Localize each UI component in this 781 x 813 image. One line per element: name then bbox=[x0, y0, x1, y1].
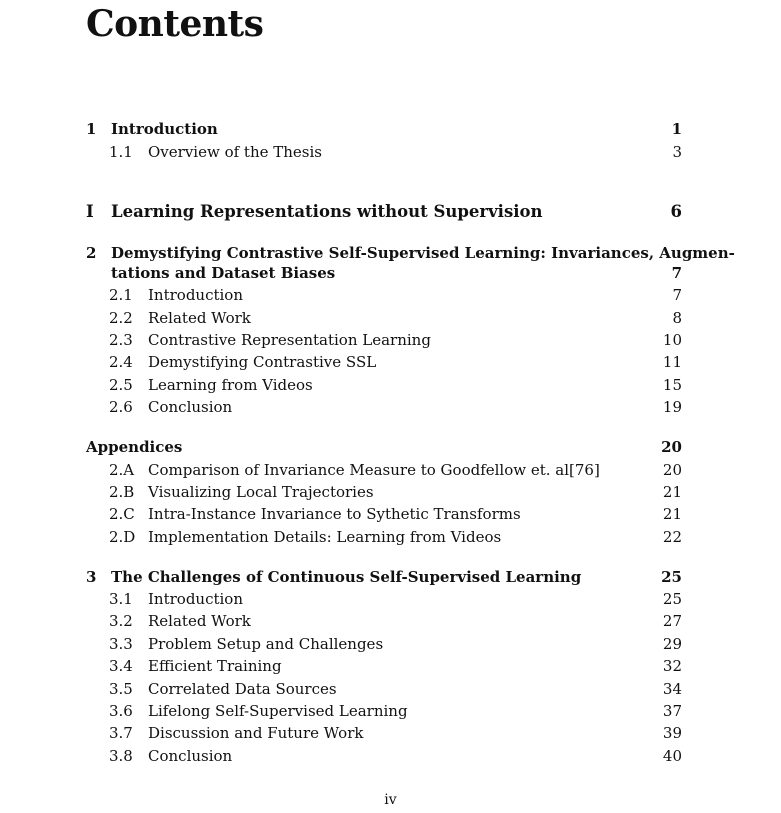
section-page: 19 bbox=[662, 398, 682, 416]
section-page: 3 bbox=[672, 143, 682, 161]
section-number: 3.1 bbox=[109, 590, 133, 608]
section-page: 8 bbox=[672, 309, 682, 327]
toc-chapter-2[interactable] bbox=[86, 242, 735, 264]
section-page: 21 bbox=[662, 483, 682, 501]
dot-leader bbox=[507, 526, 658, 548]
section-title: Conclusion bbox=[148, 398, 233, 416]
section-title: Correlated Data Sources bbox=[148, 680, 337, 698]
dot-leader bbox=[257, 307, 658, 329]
chapter-title-line2: tations and Dataset Biases bbox=[111, 264, 336, 282]
part-title: Learning Representations without Supervision bbox=[111, 202, 543, 221]
section-title: Discussion and Future Work bbox=[148, 724, 364, 742]
dot-leader bbox=[288, 655, 658, 677]
section-number: 3.7 bbox=[109, 724, 133, 742]
section-title: Visualizing Local Trajectories bbox=[148, 483, 374, 501]
section-page: 21 bbox=[662, 505, 682, 523]
section-number: 3.4 bbox=[109, 657, 133, 675]
appendices-page: 20 bbox=[661, 438, 682, 456]
part-number: I bbox=[86, 202, 94, 221]
appendices-title: Appendices bbox=[86, 438, 183, 456]
dot-leader bbox=[319, 374, 658, 396]
section-title: Introduction bbox=[148, 286, 243, 304]
section-page: 25 bbox=[662, 590, 682, 608]
dot-leader bbox=[238, 396, 658, 418]
section-number: 3.3 bbox=[109, 635, 133, 653]
chapter-title-line1: Demystifying Contrastive Self-Supervised Learning: Invariances, Augmen- bbox=[111, 244, 735, 262]
section-title: Introduction bbox=[148, 590, 243, 608]
toc-section[interactable] bbox=[86, 588, 682, 610]
section-title: Conclusion bbox=[148, 747, 233, 765]
section-title: Efficient Training bbox=[148, 657, 282, 675]
section-number: 2.5 bbox=[109, 376, 133, 394]
toc-section[interactable] bbox=[86, 481, 682, 503]
chapter-page: 1 bbox=[671, 120, 682, 138]
section-title: Related Work bbox=[148, 612, 251, 630]
toc-chapter-2-continued[interactable] bbox=[86, 262, 682, 284]
section-page: 39 bbox=[662, 724, 682, 742]
section-page: 27 bbox=[662, 612, 682, 630]
section-number: 2.A bbox=[109, 461, 135, 479]
section-page: 20 bbox=[662, 461, 682, 479]
section-number: 2.D bbox=[109, 528, 136, 546]
toc-section[interactable] bbox=[86, 700, 682, 722]
toc-chapter-introduction[interactable] bbox=[86, 118, 682, 140]
section-number: 2.3 bbox=[109, 331, 133, 349]
section-page: 40 bbox=[662, 747, 682, 765]
section-title: Implementation Details: Learning from Videos bbox=[148, 528, 502, 546]
section-page: 34 bbox=[662, 680, 682, 698]
dot-leader bbox=[238, 745, 658, 767]
toc-section[interactable] bbox=[86, 284, 682, 306]
chapter-number: 2 bbox=[86, 244, 97, 262]
section-page: 37 bbox=[662, 702, 682, 720]
dot-leader bbox=[249, 588, 658, 610]
section-number: 3.8 bbox=[109, 747, 133, 765]
section-number: 2.C bbox=[109, 505, 135, 523]
toc-chapter-3[interactable] bbox=[86, 566, 682, 588]
section-number: 2.6 bbox=[109, 398, 133, 416]
section-title: Overview of the Thesis bbox=[148, 143, 322, 161]
toc-section[interactable] bbox=[86, 374, 682, 396]
chapter-title: Introduction bbox=[111, 120, 218, 138]
chapter-title: The Challenges of Continuous Self-Supervised Learning bbox=[111, 568, 582, 586]
section-title: Lifelong Self-Supervised Learning bbox=[148, 702, 408, 720]
section-page: 7 bbox=[672, 286, 682, 304]
toc-section[interactable] bbox=[86, 745, 682, 767]
page-title: Contents bbox=[86, 3, 264, 45]
section-page: 32 bbox=[662, 657, 682, 675]
section-page: 29 bbox=[662, 635, 682, 653]
dot-leader bbox=[606, 459, 658, 481]
section-number: 3.2 bbox=[109, 612, 133, 630]
section-title: Learning from Videos bbox=[148, 376, 313, 394]
section-page: 10 bbox=[662, 331, 682, 349]
toc-section[interactable] bbox=[86, 722, 682, 744]
chapter-number: 1 bbox=[86, 120, 97, 138]
toc-section[interactable] bbox=[86, 351, 682, 373]
toc-section[interactable] bbox=[86, 307, 682, 329]
part-page: 6 bbox=[670, 202, 682, 221]
toc-section[interactable] bbox=[86, 633, 682, 655]
page-number-footer: iv bbox=[384, 792, 397, 808]
dot-leader bbox=[343, 678, 658, 700]
section-page: 15 bbox=[662, 376, 682, 394]
dot-leader bbox=[257, 610, 658, 632]
chapter-number: 3 bbox=[86, 568, 97, 586]
dot-leader bbox=[369, 722, 658, 744]
section-number: 2.2 bbox=[109, 309, 133, 327]
section-title: Contrastive Representation Learning bbox=[148, 331, 431, 349]
section-number: 2.B bbox=[109, 483, 135, 501]
section-number: 2.4 bbox=[109, 353, 133, 371]
toc-section[interactable] bbox=[86, 459, 682, 481]
dot-leader bbox=[382, 351, 658, 373]
section-title: Comparison of Invariance Measure to Goodfellow et. al[76] bbox=[148, 461, 600, 479]
dot-leader bbox=[328, 141, 658, 163]
toc-section[interactable] bbox=[86, 678, 682, 700]
dot-leader bbox=[389, 633, 658, 655]
section-title: Related Work bbox=[148, 309, 251, 327]
dot-leader bbox=[414, 700, 658, 722]
toc-section[interactable] bbox=[86, 655, 682, 677]
section-title: Intra-Instance Invariance to Sythetic Transforms bbox=[148, 505, 521, 523]
toc-part-i[interactable] bbox=[86, 201, 682, 223]
toc-section[interactable] bbox=[86, 141, 682, 163]
toc-section[interactable] bbox=[86, 503, 682, 525]
dot-leader bbox=[380, 481, 658, 503]
section-number: 2.1 bbox=[109, 286, 133, 304]
section-number: 1.1 bbox=[109, 143, 133, 161]
toc-section[interactable] bbox=[86, 610, 682, 632]
chapter-page: 7 bbox=[671, 264, 682, 282]
chapter-page: 25 bbox=[661, 568, 682, 586]
toc-appendices[interactable] bbox=[86, 436, 682, 458]
dot-leader bbox=[249, 284, 658, 306]
toc-section[interactable] bbox=[86, 526, 682, 548]
toc-section[interactable] bbox=[86, 329, 682, 351]
dot-leader bbox=[527, 503, 658, 525]
section-title: Demystifying Contrastive SSL bbox=[148, 353, 377, 371]
section-page: 22 bbox=[662, 528, 682, 546]
section-number: 3.5 bbox=[109, 680, 133, 698]
dot-leader bbox=[437, 329, 658, 351]
section-title: Problem Setup and Challenges bbox=[148, 635, 384, 653]
toc-section[interactable] bbox=[86, 396, 682, 418]
section-page: 11 bbox=[662, 353, 682, 371]
section-number: 3.6 bbox=[109, 702, 133, 720]
